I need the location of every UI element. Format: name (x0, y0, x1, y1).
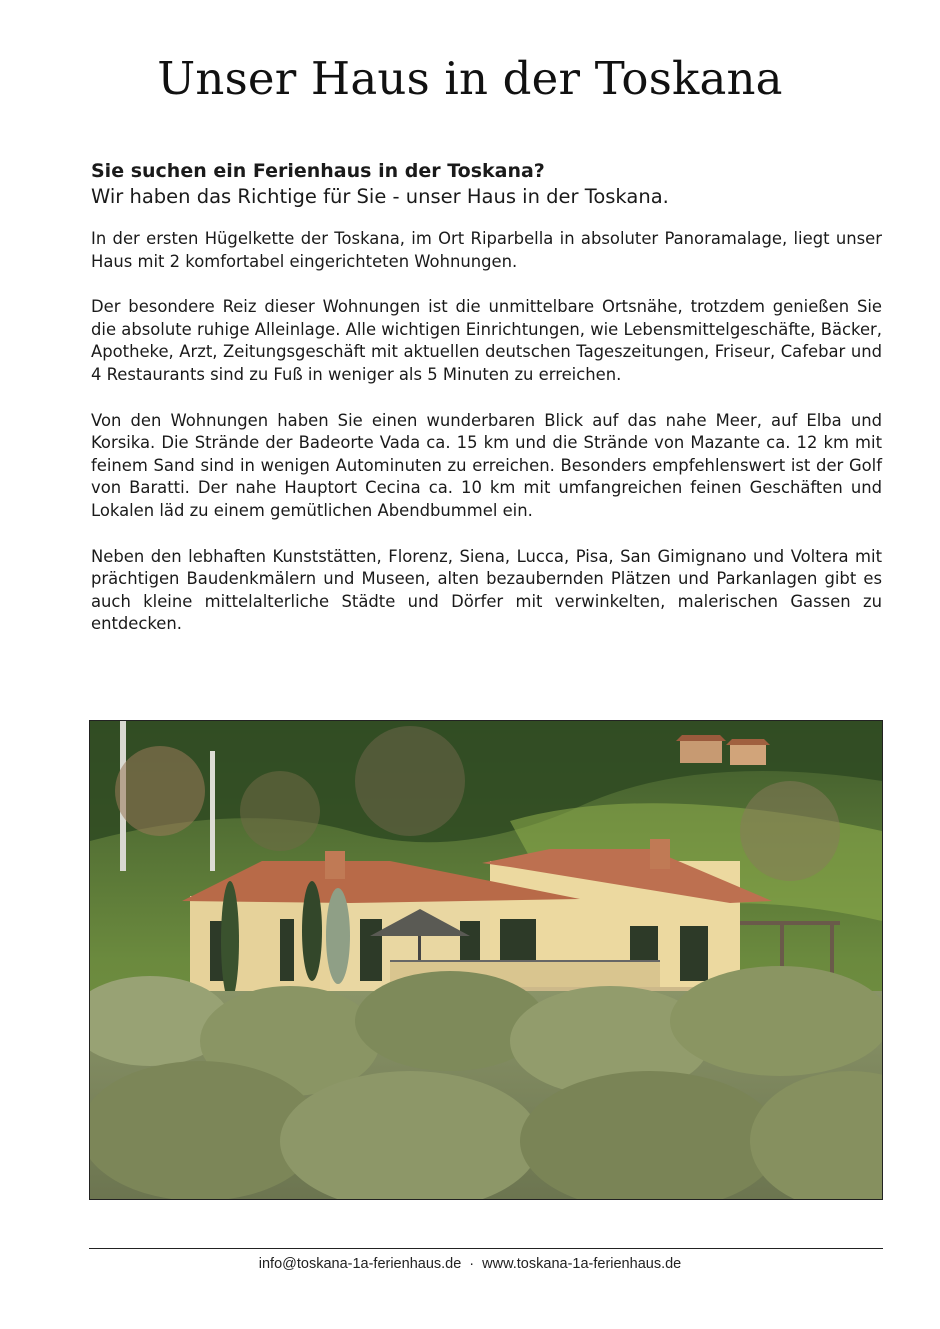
paragraph-location: In der ersten Hügelkette der Toskana, im Ort Riparbella in absoluter Panoramalage, liegt unser Haus mit 2 komfortabel eingerichteten Wohnungen. (91, 229, 882, 271)
footer-email-link[interactable]: info@toskana-1a-ferienhaus.de (258, 1256, 462, 1272)
page-title: Unser Haus in der Toskana (157, 52, 783, 105)
paragraph-sightseeing: Neben den lebhaften Kunststätten, Florenz, Siena, Lucca, Pisa, San Gimignano und Voltera mit prächtigen Baudenkmälern und Museen, alten bezaubernden Plätzen und Parkanlagen gibt es auch kleine mittelalterliche Städte und Dörfer mit verwinkelten, malerischen Gassen zu entdecken. (91, 546, 882, 634)
footer-separator: · (469, 1256, 475, 1272)
house-photo-illustration (90, 721, 882, 1199)
footer-divider (89, 1248, 883, 1249)
olive-grove (90, 966, 882, 1199)
footer (0, 1256, 940, 1272)
paragraph-sea-view: Von den Wohnungen haben Sie einen wunderbaren Blick auf das nahe Meer, auf Elba und Korsika. Die Strände der Badeorte Vada ca. 15 km und die Strände von Mazante ca. 12 km mit feinem Sand sind in wenigen Autominuten zu erreichen. Besonders empfehlenswert ist der Golf von Baratti. Der nahe Hauptort Cecina ca. 10 km mit umfangreichen feinen Geschäften und Lokalen läd zu einem gemütlichen Abendbummel ein. (91, 410, 882, 520)
house-photo (89, 720, 883, 1200)
footer-website-link[interactable]: www.toskana-1a-ferienhaus.de (482, 1256, 682, 1272)
paragraph-amenities: Der besondere Reiz dieser Wohnungen ist die unmittelbare Ortsnähe, trotzdem genießen Sie die absolute ruhige Alleinlage. Alle wichtigen Einrichtungen, wie Lebensmittelgeschäfte, Bäcker, Apotheke, Arzt, Zeitungsgeschäft mit aktuellen deutschen Tageszeitungen, Friseur, Cafebar und 4 Restaurants sind zu Fuß in weniger als 5 Minuten zu erreichen. (91, 297, 882, 384)
article-body (91, 158, 882, 659)
intro-heading: Sie suchen ein Ferienhaus in der Toskana? (91, 160, 545, 182)
intro-subline: Wir haben das Richtige für Sie - unser Haus in der Toskana. (91, 185, 669, 208)
